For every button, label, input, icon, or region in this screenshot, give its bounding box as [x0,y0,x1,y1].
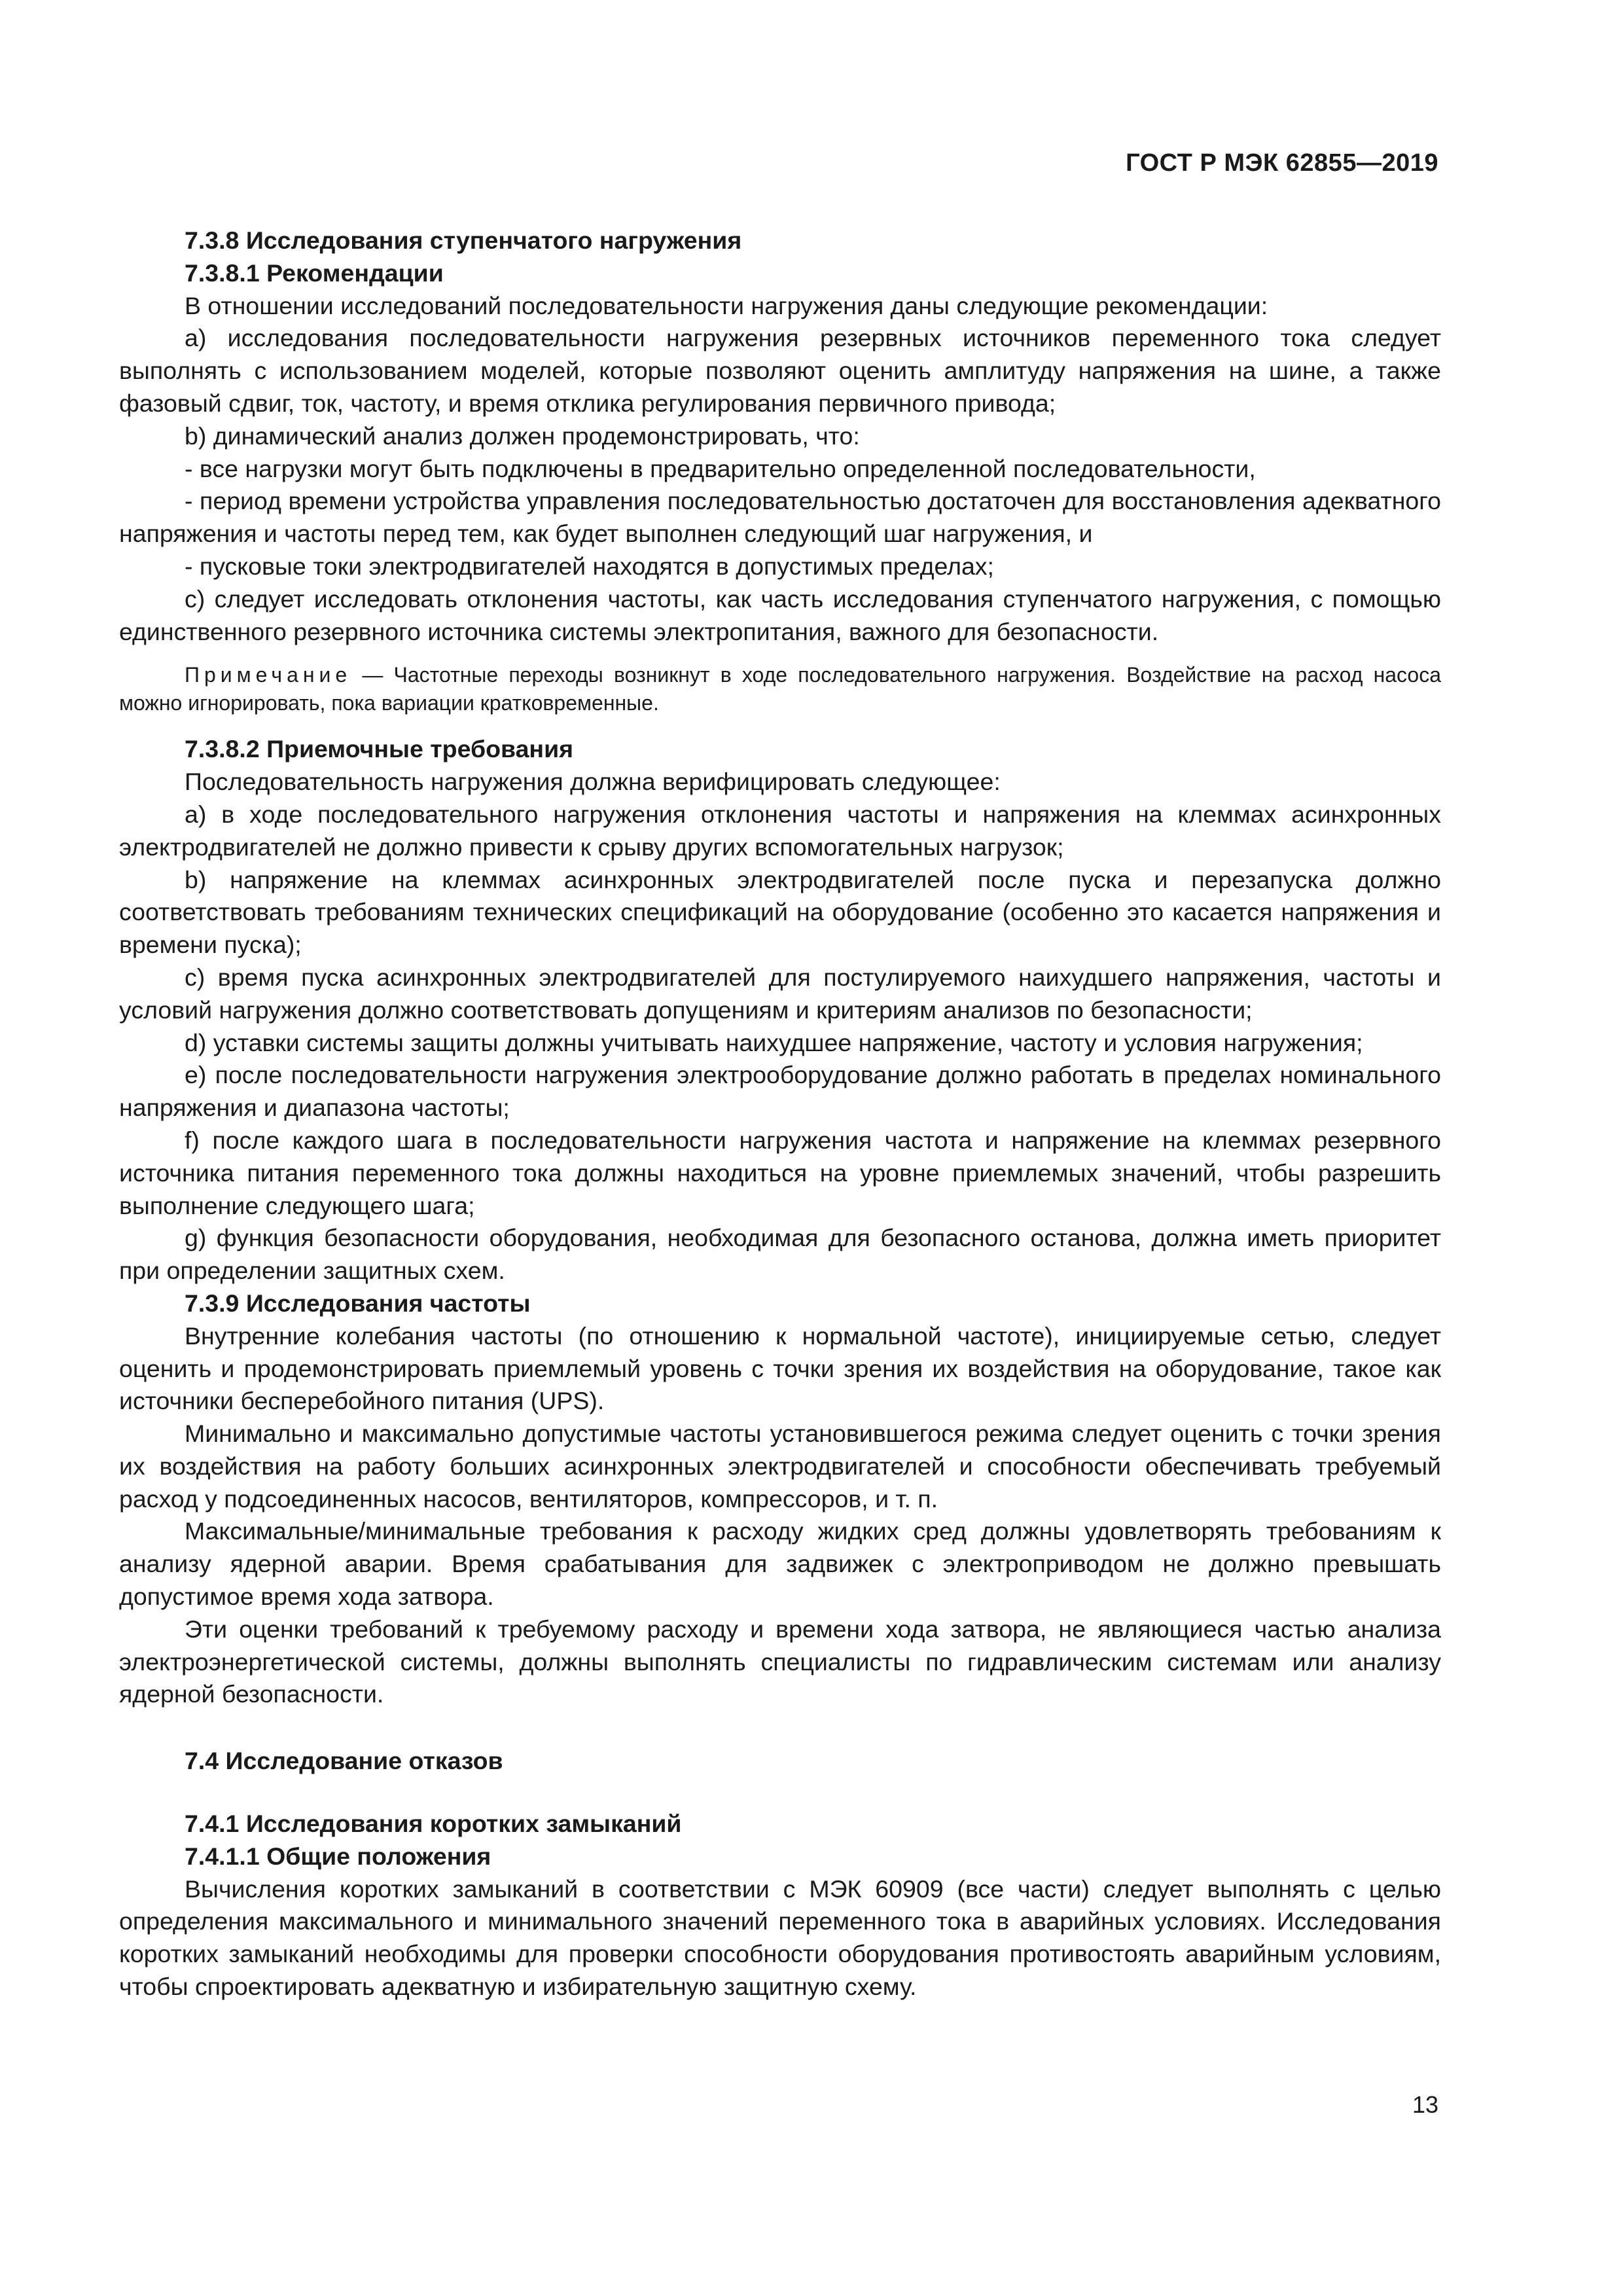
list-item: b) динамический анализ должен продемонстрировать, что: [185,422,860,450]
page-number: 13 [1412,2091,1438,2118]
section-7-4-1-title: 7.4.1 Исследования коротких замыканий [185,1810,682,1838]
paragraph: В отношении исследований последовательности нагружения даны следующие рекомендации: [185,291,1268,319]
paragraph: Минимально и максимально допустимые частоты установившегося режима следует оценить с точки зрения их воздействия на работу больших асинхронных электродвигателей и способности обеспечивать требуемый расход у подсоединенных насосов, вентиляторов, компрессоров, и т. п. [119,1420,1441,1513]
paragraph: Последовательность нагружения должна верифицировать следующее: [185,768,1001,796]
list-item: с) время пуска асинхронных электродвигателей для постулируемого наихудшего напряжения, частоты и условий нагружения должно соответствовать допущениям и критериям анализов по безопасности; [119,963,1441,1024]
list-item: с) следует исследовать отклонения частоты, как часть исследования ступенчатого нагружения, с помощью единственного резервного источника системы электропитания, важного для безопасности. [119,584,1441,645]
section-7-4-title: 7.4 Исследование отказов [185,1747,503,1775]
list-item: b) напряжение на клеммах асинхронных электродвигателей после пуска и перезапуска должно соответствовать требованиям технических спецификаций на оборудование (особенно это касается напряжения и времени пуска); [119,865,1441,959]
section-7-3-8-title: 7.3.8 Исследования ступенчатого нагружения [185,226,742,254]
list-item: g) функция безопасности оборудования, необходимая для безопасного останова, должна иметь приоритет при определении защитных схем. [119,1224,1441,1285]
paragraph: Максимальные/минимальные требования к расходу жидких сред должны удовлетворять требованиям к анализу ядерной аварии. Время срабатывания для задвижек с электроприводом не должно превышать допустимое время хода затвора. [119,1517,1441,1611]
list-item: а) исследования последовательности нагружения резервных источников переменного тока следует выполнять с использованием моделей, которые позволяют оценить амплитуду напряжения на шине, а также фазовый сдвиг, ток, частоту, и время отклика регулирования первичного привода; [119,324,1441,417]
paragraph: Внутренние колебания частоты (по отношению к нормальной частоте), инициируемые сетью, следует оценить и продемонстрировать приемлемый уровень с точки зрения их воздействия на оборудование, такое как источники бесперебойного питания (UPS). [119,1321,1441,1415]
paragraph: Вычисления коротких замыканий в соответствии с МЭК 60909 (все части) следует выполнять с целью определения максимального и минимального значений переменного тока в аварийных условиях. Исследования коротких замыканий необходимы для проверки способности оборудования противостоять аварийным условиям, чтобы спроектировать адекватную и избирательную защитную схему. [119,1874,1441,2001]
dash-list-item: - все нагрузки могут быть подключены в предварительно определенной последовательности, [185,454,1256,482]
list-item: f) после каждого шага в последовательности нагружения частота и напряжение на клеммах резервного источника питания переменного тока должны находиться на уровне приемлемых значений, чтобы разрешить выполнение следующего шага; [119,1126,1441,1219]
document-code-header: ГОСТ Р МЭК 62855—2019 [1126,149,1438,177]
list-item: а) в ходе последовательного нагружения отклонения частоты и напряжения на клеммах асинхронных электродвигателей не должно привести к срыву других вспомогательных нагрузок; [119,800,1441,861]
list-item: d) уставки системы защиты должны учитывать наихудшее напряжение, частоту и условия нагружения; [185,1028,1363,1056]
note-block [119,661,1441,717]
paragraph: Эти оценки требований к требуемому расходу и времени хода затвора, не являющиеся частью анализа электроэнергетической системы, должны выполнять специалисты по гидравлическим системам или анализу ядерной безопасности. [119,1615,1441,1708]
section-7-3-9-title: 7.3.9 Исследования частоты [185,1289,531,1317]
dash-list-item: - пусковые токи электродвигателей находятся в допустимых пределах; [185,552,994,580]
note-label: Примечание [185,663,352,687]
list-item: е) после последовательности нагружения электрооборудование должно работать в пределах номинального напряжения и диапазона частоты; [119,1061,1441,1122]
section-7-4-1-1-title: 7.4.1.1 Общие положения [185,1842,491,1870]
section-7-3-8-2-title: 7.3.8.2 Приемочные требования [185,735,574,763]
dash-list-item: - период времени устройства управления последовательностью достаточен для восстановления адекватного напряжения и частоты перед тем, как будет выполнен следующий шаг нагружения, и [119,487,1441,548]
page-content [119,224,1441,2003]
section-7-3-8-1-title: 7.3.8.1 Рекомендации [185,259,444,287]
note-text: — Частотные переходы возникнут в ходе последовательного нагружения. Воздействие на расход насоса можно игнорировать, пока вариации кратковременные. [119,663,1441,715]
